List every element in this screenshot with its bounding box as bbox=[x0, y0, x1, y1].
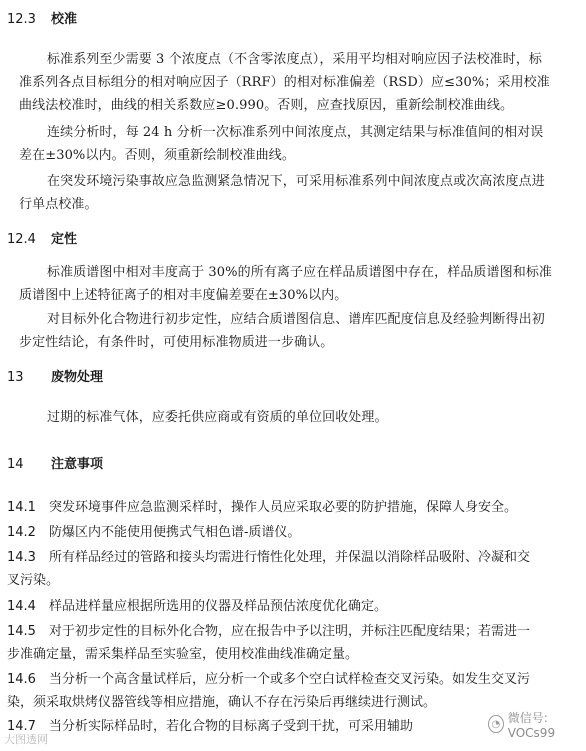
note-item-14-7: 14.7 当分析实际样品时，若化合物的目标离子受到干扰，可采用辅助 bbox=[7, 719, 414, 734]
wechat-icon: ◔ bbox=[488, 715, 504, 733]
section-title: 校准 bbox=[51, 12, 78, 27]
paragraph-non-target: 对目标外化合物进行初步定性，应结合质谱图信息、谱库匹配度信息及经验判断得出初 bbox=[47, 312, 545, 327]
paragraph-mass-spectrum-cont: 质谱图中上述特征离子的相对丰度偏差要在±30%以内。 bbox=[19, 288, 348, 303]
note-item-14-3-cont: 叉污染。 bbox=[7, 573, 60, 588]
paragraph-calibration-points: 标准系列至少需要 3 个浓度点（不含零浓度点），采用平均相对响应因子法校准时，标 bbox=[47, 52, 543, 67]
section-number: 13 bbox=[7, 370, 24, 385]
section-number: 12.4 bbox=[7, 232, 36, 247]
note-item-14-5-cont: 步准确定量，需采集样品至实验室，使用校准曲线准确定量。 bbox=[7, 647, 359, 662]
section-heading-12-4 bbox=[7, 232, 77, 248]
section-title: 废物处理 bbox=[51, 370, 104, 385]
note-item-14-2: 14.2 防爆区内不能使用便携式气相色谱-质谱仪。 bbox=[7, 525, 301, 540]
section-number: 12.3 bbox=[7, 12, 36, 27]
section-number: 14 bbox=[7, 457, 24, 472]
section-heading-14 bbox=[7, 457, 103, 473]
section-title: 注意事项 bbox=[51, 457, 104, 472]
note-item-14-6: 14.6 当分析一个高含量试样后，应分析一个或多个空白试样检查交叉污染。如发生交叉污 bbox=[7, 672, 531, 687]
watermark-wechat bbox=[488, 710, 586, 740]
section-heading-12-3 bbox=[7, 12, 77, 28]
paragraph-waste-disposal: 过期的标准气体，应委托供应商或有资质的单位回收处理。 bbox=[47, 410, 388, 425]
paragraph-mass-spectrum: 标准质谱图中相对丰度高于 30%的所有离子应在样品质谱图中存在，样品质谱图和标准 bbox=[47, 265, 553, 280]
watermark-left bbox=[4, 731, 48, 747]
paragraph-calibration-points-cont: 准系列各点目标组分的相对响应因子（RRF）的相对标准偏差（RSD）应≤30%；采用校准 曲线法校准时，曲线的相关系数应≥0.990。否则，应查找原因，重新绘制校准曲线。 bbox=[19, 75, 550, 113]
paragraph-emergency-calibration: 在突发环境污染事故应急监测紧急情况下，可采用标准系列中间浓度点或次高浓度点进 bbox=[47, 174, 545, 189]
paragraph-non-target-cont: 步定性结论，有条件时，可使用标准物质进一步确认。 bbox=[19, 335, 334, 350]
section-title: 定性 bbox=[51, 232, 78, 247]
watermark-left-text: 大图透网 bbox=[4, 733, 48, 746]
note-item-14-1: 14.1 突发环境事件应急监测采样时，操作人员应采取必要的防护措施，保障人身安全。 bbox=[7, 500, 518, 515]
note-item-14-6-cont: 染，须采取烘烤仪器管线等相应措施，确认不存在污染后再继续进行测试。 bbox=[7, 695, 437, 710]
note-item-14-5: 14.5 对于初步定性的目标外化合物，应在报告中予以注明，并标注匹配度结果；若需进一 bbox=[7, 624, 531, 639]
watermark-wechat-text: 微信号: VOCs99 bbox=[507, 710, 556, 740]
paragraph-emergency-calibration-cont: 行单点校准。 bbox=[19, 197, 98, 212]
note-item-14-3: 14.3 所有样品经过的管路和接头均需进行惰性化处理，并保温以消除样品吸附、冷凝和交 bbox=[7, 550, 531, 565]
note-item-14-4: 14.4 样品进样量应根据所选用的仪器及样品预估浓度优化确定。 bbox=[7, 599, 388, 614]
section-heading-13 bbox=[7, 370, 103, 386]
paragraph-continuous-analysis: 连续分析时，每 24 h 分析一次标准系列中间浓度点，其测定结果与标准值间的相对误 bbox=[47, 125, 544, 140]
paragraph-continuous-analysis-cont: 差在±30%以内。否则，须重新绘制校准曲线。 bbox=[19, 148, 295, 163]
